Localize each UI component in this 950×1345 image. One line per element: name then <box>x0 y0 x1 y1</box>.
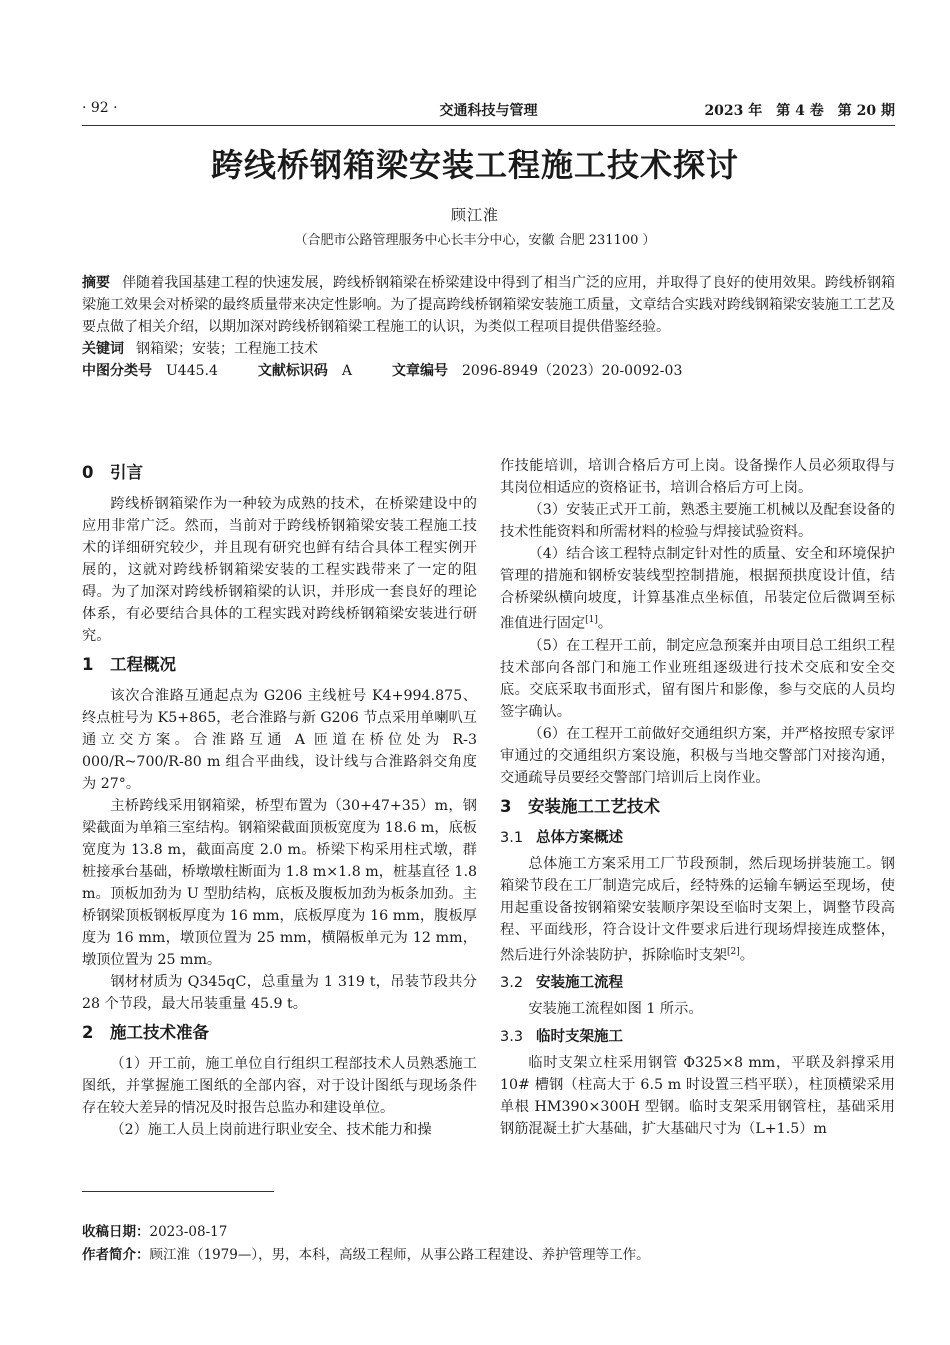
article-no-label: 文章编号 <box>392 363 449 379</box>
subsection-heading-3-3: 3.3 临时支架施工 <box>500 1029 623 1046</box>
journal-name: 交通科技与管理 <box>439 103 538 119</box>
classification-line <box>82 360 895 382</box>
paragraph: 钢材材质为 Q345qC，总重量为 1 319 t，吊装节段共分 28 个节段，最大吊装重量 45.9 t。 <box>82 974 477 1012</box>
keywords-text: 钢箱梁；安装；工程施工技术 <box>136 341 318 357</box>
affiliation: （合肥市公路管理服务中心长丰分中心，安徽 合肥 231100 ） <box>294 233 656 248</box>
keywords-label: 关键词 <box>82 341 124 357</box>
abstract-label: 摘要 <box>82 275 111 291</box>
section-heading-0: 0 引言 <box>82 463 143 482</box>
page-number: · 92 · <box>82 100 118 116</box>
citation-ref: [1] <box>585 615 598 625</box>
article-title: 跨线桥钢箱梁安装工程施工技术探讨 <box>210 146 739 184</box>
section-heading-3: 3 安装施工工艺技术 <box>500 796 660 816</box>
paragraph: 主桥跨线采用钢箱梁，桥型布置为（30+47+35）m，钢梁截面为单箱三室结构。钢箱梁截面顶板宽度为 18.6 m，底板宽度为 13.8 m，截面高度 2.0 m。桥梁下构采用柱式墩，群桩接承台基础，桥墩墩柱断面为 1.8 m×1.8 m，桩基直径 1.8 m。顶板加劲为 U 型肋结构，底板及腹板加劲为板条加劲。主桥钢梁顶板钢板厚度为 16 mm，底板厚度为 16 mm，腹板厚度为 16 mm，墩顶位置为 25 mm，横隔板单元为 12 mm，墩顶位置为 25 mm。 <box>82 798 477 968</box>
paragraph: 该次合淮路互通起点为 G206 主线桩号 K4+994.875、终点桩号为 K5+865，老合淮路与新 G206 节点采用单喇叭互通立交方案。合淮路互通 A 匝道在桥位处为 R-3 000/R~700/R-80 m 组合平曲线，设计线与合淮路斜交角度为 27°。 <box>82 688 477 792</box>
paragraph: 跨线桥钢箱梁作为一种较为成熟的技术，在桥梁建设中的应用非常广泛。然而，当前对于跨线桥钢箱梁安装工程施工技术的详细研究较少，并且现有研究也鲜有结合具体工程实例开展的，这就对跨线桥钢箱梁安装的工程实践带来了一定的阻碍。为了加深对跨线桥钢箱梁的认识，并形成一套良好的理论体系，有必要结合具体的工程实践对跨线桥钢箱梁安装进行研究。 <box>82 496 477 644</box>
subsection-heading-3-2: 3.2 安装施工流程 <box>500 975 623 992</box>
paragraph: （1）开工前，施工单位自行组织工程部技术人员熟悉施工图纸，并掌握施工图纸的全部内容，对于设计图纸与现场条件存在较大差异的情况及时报告总监办和建设单位。 <box>82 1056 477 1116</box>
clc-value: U445.4 <box>166 363 218 379</box>
subsection-heading-3-1: 3.1 总体方案概述 <box>500 829 623 846</box>
right-column <box>500 455 895 1140</box>
abstract-text: 伴随着我国基建工程的快速发展，跨线桥钢箱梁在桥梁建设中得到了相当广泛的应用，并取得了良好的使用效果。跨线桥钢箱梁施工效果会对桥梁的最终质量带来决定性影响。为了提高跨线桥钢箱梁安装施工质量，文章结合实践对跨线钢箱梁安装施工工艺及要点做了相关介绍，以期加深对跨线桥钢箱梁工程施工的认识，为类似工程项目提供借鉴经验。 <box>82 275 895 335</box>
doc-code-value: A <box>341 363 353 379</box>
bio-label: 作者简介： <box>82 1247 150 1263</box>
paragraph: （4）结合该工程特点制定针对性的质量、安全和环境保护管理的措施和钢桥安装线型控制措施，根据预拱度设计值，结合桥梁纵横向坡度，计算基准点坐标值，吊装定位后微调至标准值进行固定[1]。 <box>500 546 895 632</box>
header-rule <box>82 125 895 126</box>
paragraph: （3）安装正式开工前，熟悉主要施工机械以及配套设备的技术性能资料和所需材料的检验与焊接试验资料。 <box>500 502 895 540</box>
running-header <box>82 100 895 122</box>
abstract-block <box>82 272 895 382</box>
footnote-rule <box>82 1191 274 1192</box>
section-heading-2: 2 施工技术准备 <box>82 1023 209 1042</box>
paragraph: 安装施工流程如图 1 所示。 <box>528 1001 703 1018</box>
citation-ref: [2] <box>727 946 740 957</box>
section-heading-1: 1 工程概况 <box>82 655 176 674</box>
author-name: 顾江淮 <box>450 206 499 224</box>
issue-info: 2023 年 第 4 卷 第 20 期 <box>704 103 895 119</box>
paragraph: （6）在工程开工前做好交通组织方案，并严格按照专家评审通过的交通组织方案设施，积极与当地交警部门对接沟通，交通疏导员要经交警部门培训后上岗作业。 <box>500 725 895 786</box>
received-date-line <box>82 1220 895 1240</box>
received-date: 2023-08-17 <box>149 1224 228 1240</box>
paragraph: （5）在工程开工前，制定应急预案并由项目总工组织工程技术部向各部门和施工作业班组逐级进行技术交底和安全交底。交底采取书面形式，留有图片和影像，参与交底的人员均签字确认。 <box>500 637 895 720</box>
article-no-value: 2096-8949（2023）20-0092-03 <box>462 363 683 379</box>
author-bio-line <box>82 1243 895 1263</box>
paragraph: 作技能培训，培训合格后方可上岗。设备操作人员必须取得与其岗位相适应的资格证书，培训合格后方可上岗。 <box>500 458 895 496</box>
author-bio: 顾江淮（1979—），男，本科，高级工程师，从事公路工程建设、养护管理等工作。 <box>149 1247 650 1263</box>
keywords-line <box>82 338 895 360</box>
left-column <box>82 455 477 1141</box>
abstract-paragraph <box>82 272 895 338</box>
paragraph: 总体施工方案采用工厂节段预制，然后现场拼装施工。钢箱梁节段在工厂制造完成后，经特殊的运输车辆运至现场，使用起重设备按钢箱梁安装顺序架设至临时支架上，调整节段高程、平面线形，符合设计文件要求后进行现场焊接连成整体，然后进行外涂装防护，拆除临时支架[2]。 <box>500 855 895 964</box>
doc-code-label: 文献标识码 <box>257 363 328 379</box>
clc-label: 中图分类号 <box>82 363 152 379</box>
paragraph: （2）施工人员上岗前进行职业安全、技术能力和操 <box>110 1122 432 1138</box>
paragraph: 临时支架立柱采用钢管 Φ325×8 mm，平联及斜撑采用 10# 槽钢（柱高大于 6.5 m 时设置三档平联），柱顶横梁采用单根 HM390×300H 型钢。临时支架采用钢管柱，基础采用钢筋混凝土扩大基础，扩大基础尺寸为（L+1.5）m <box>500 1055 895 1138</box>
received-label: 收稿日期： <box>82 1224 150 1240</box>
